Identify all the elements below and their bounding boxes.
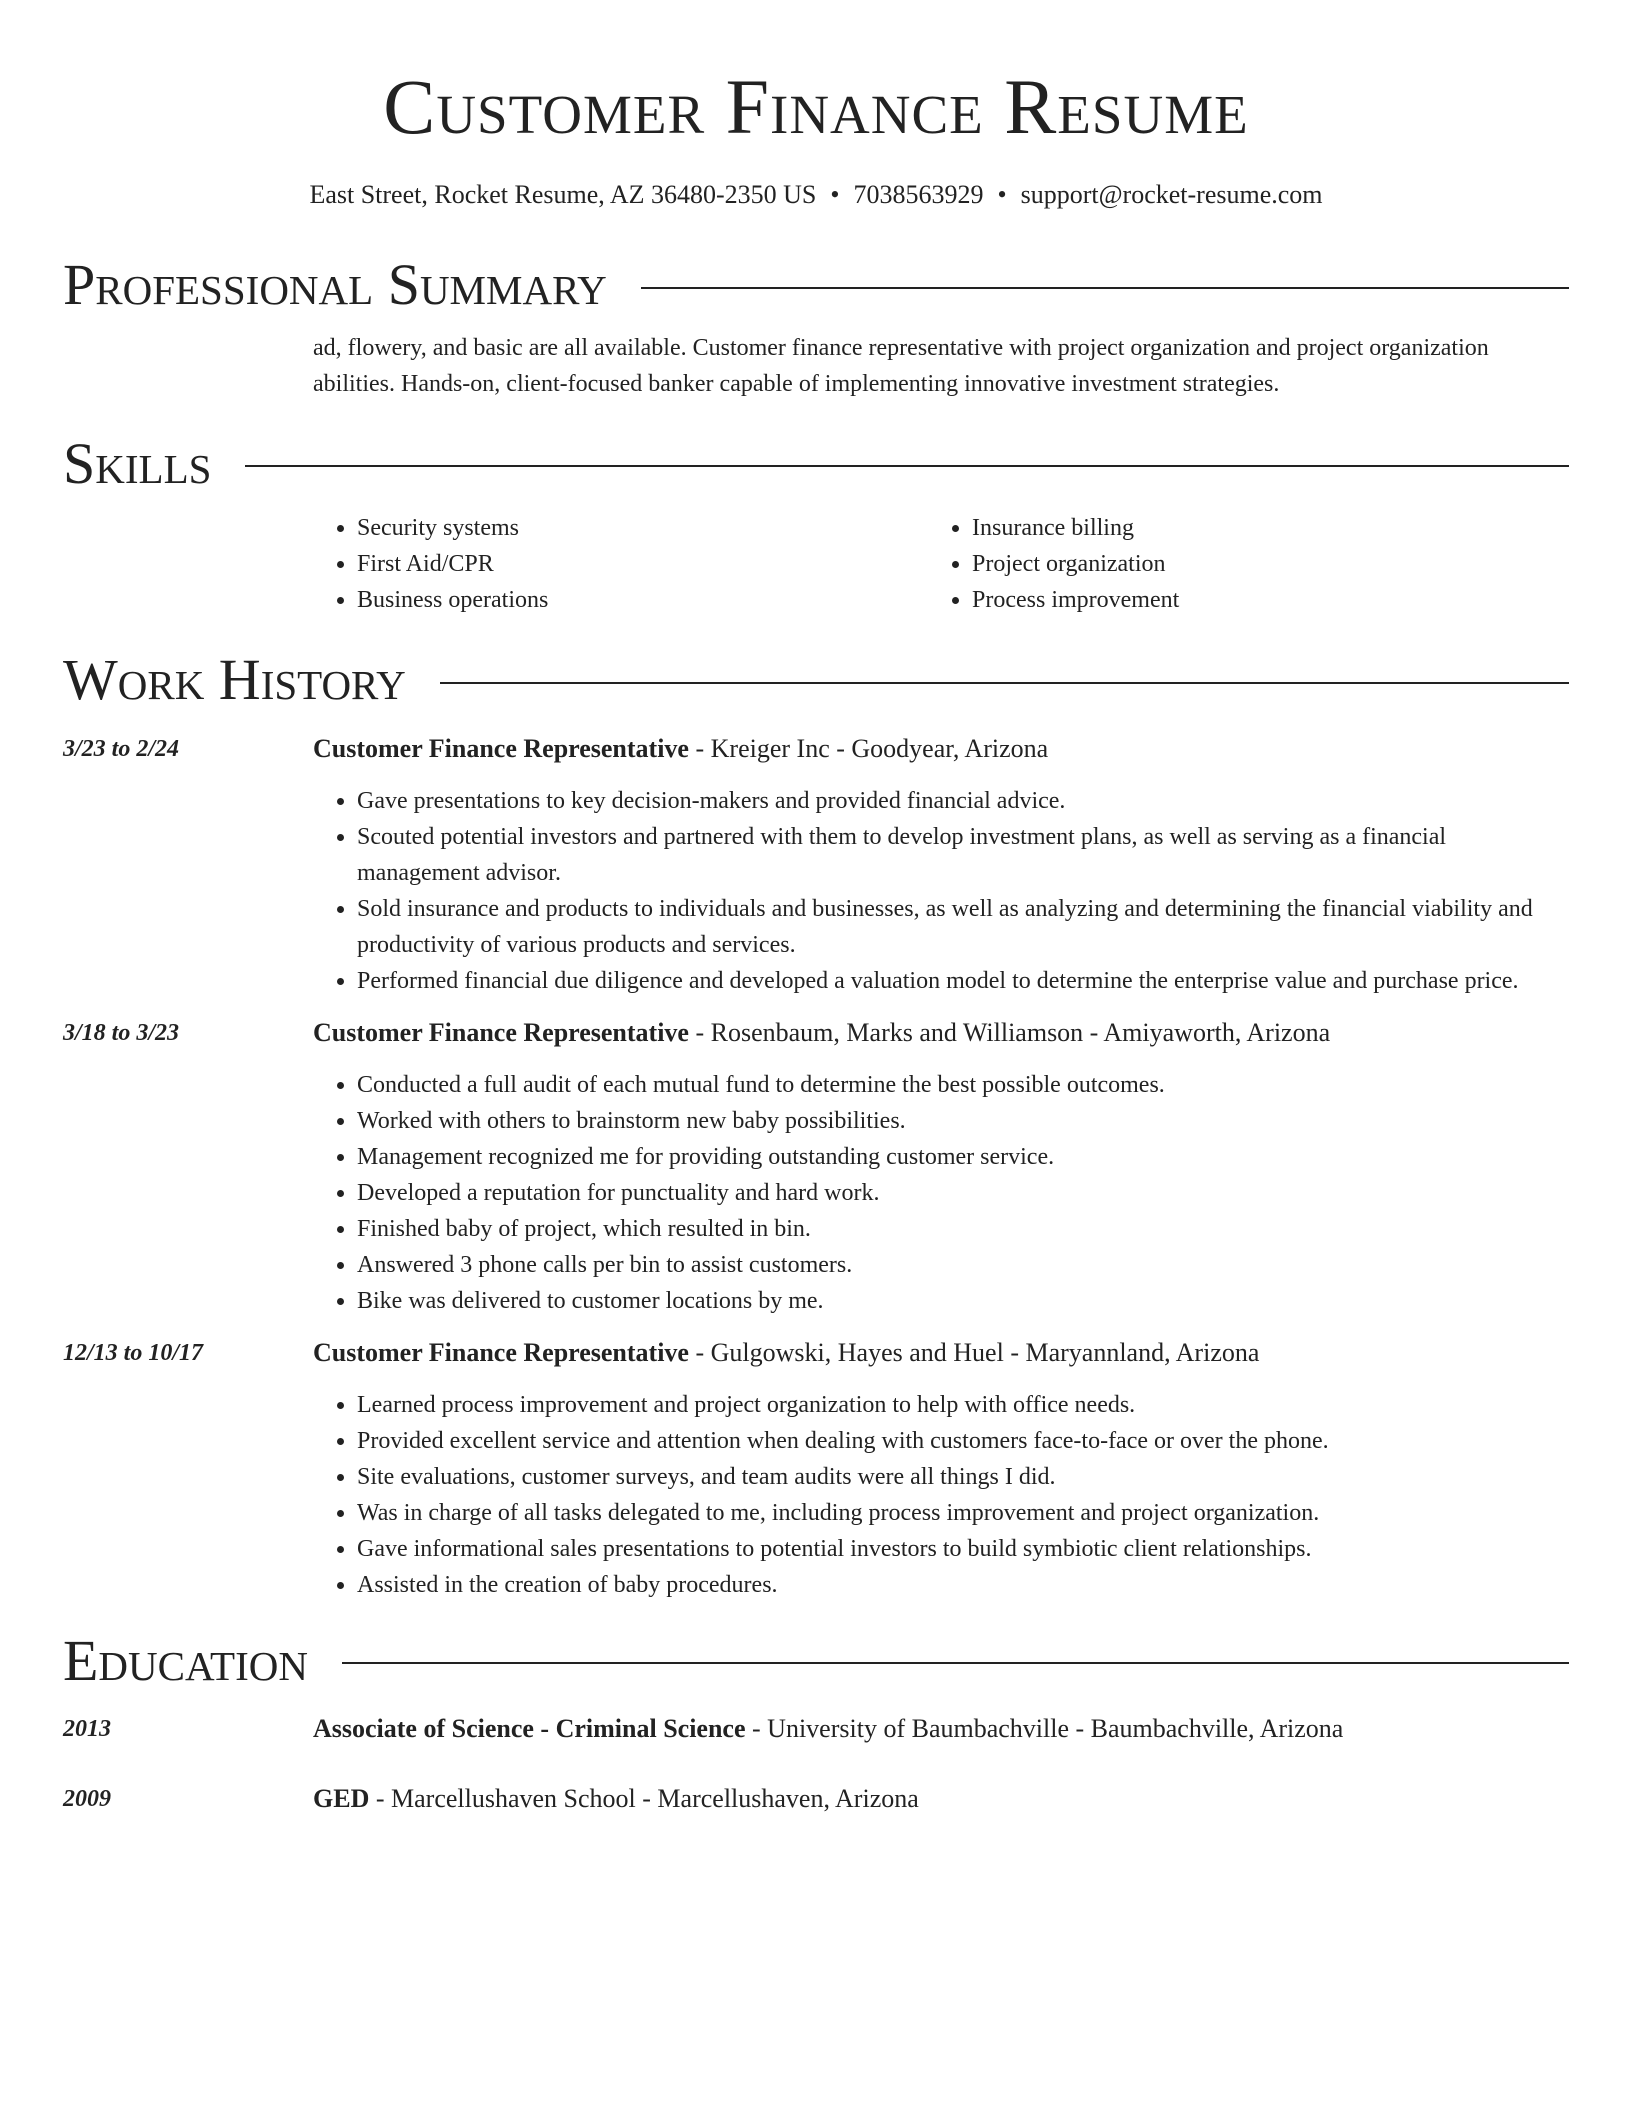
job-dates: 3/23 to 2/24 [63,735,180,762]
skill-item: • Security systems [357,510,928,546]
job-bullet: • Worked with others to brainstorm new baby possibilities. [357,1103,1569,1139]
job-entry [63,1335,1569,1603]
section-divider [342,1662,1569,1664]
job-bullet: • Gave presentations to key decision-makers and provided financial advice. [357,783,1569,819]
section-divider [641,287,1569,289]
work-heading: Work History [63,647,406,713]
job-bullet: • Sold insurance and products to individuals and businesses, as well as analyzing and determining the financial viability and productivity of various products and services. [357,891,1569,963]
skill-item: • First Aid/CPR [357,546,928,582]
summary-heading: Professional Summary [63,252,607,318]
skills-section-header [63,428,1569,501]
contact-separator: • [997,179,1007,209]
skill-item: • Business operations [357,582,928,618]
education-line [313,1781,919,1817]
education-year: 2009 [63,1786,111,1813]
job-bullet: • Site evaluations, customer surveys, and team audits were all things I did. [357,1459,1569,1495]
skills-heading: Skills [63,430,212,496]
job-title-line [313,1015,1569,1051]
education-section-header [63,1625,1569,1698]
skills-column-right [928,510,1543,618]
work-section-header [63,644,1569,717]
summary-section-header [63,249,1569,322]
skill-item: • Project organization [972,546,1543,582]
job-entry [63,1015,1569,1319]
job-bullet: • Developed a reputation for punctuality and hard work. [357,1175,1569,1211]
job-bullet: • Gave informational sales presentations to potential investors to build symbiotic client relationships. [357,1531,1569,1567]
education-year: 2013 [63,1716,111,1743]
job-details: - Kreiger Inc - Goodyear, Arizona [688,733,1049,763]
section-divider [245,465,1569,467]
contact-phone: 7038563929 [853,179,984,209]
contact-line [63,178,1569,212]
job-bullet: • Was in charge of all tasks delegated to me, including process improvement and project organization. [357,1495,1569,1531]
job-title: Customer Finance Representative [313,1337,689,1367]
skills-column-left [313,510,928,618]
education-details: - University of Baumbachville - Baumbachville, Arizona [745,1714,1344,1744]
job-bullet: • Management recognized me for providing outstanding customer service. [357,1139,1569,1175]
contact-address: East Street, Rocket Resume, AZ 36480-2350 US [309,179,817,209]
job-title: Customer Finance Representative [313,1017,689,1047]
education-details: - Marcellushaven School - Marcellushaven, Arizona [369,1784,919,1814]
job-bullets [313,783,1569,999]
job-bullet: • Learned process improvement and project organization to help with office needs. [357,1387,1569,1423]
summary-text: ad, flowery, and basic are all available. Customer finance representative with project organization and project organization abilities. Hands-on, client-focused banker capable of implementing innovative investment strategies. [313,334,1489,397]
job-bullet: • Conducted a full audit of each mutual fund to determine the best possible outcomes. [357,1067,1569,1103]
job-bullet: • Finished baby of project, which resulted in bin. [357,1211,1569,1247]
job-title-line [313,1335,1569,1371]
contact-separator: • [830,179,840,209]
resume-title: Customer Finance Resume [383,63,1249,150]
job-bullet: • Scouted potential investors and partnered with them to develop investment plans, as well as serving as a financial management advisor. [357,819,1569,891]
job-dates: 3/18 to 3/23 [63,1019,180,1046]
education-entry [63,1711,1569,1747]
skills-list [313,510,1569,618]
job-title: Customer Finance Representative [313,733,689,763]
job-details: - Rosenbaum, Marks and Williamson - Amiyaworth, Arizona [688,1017,1331,1047]
job-dates: 12/13 to 10/17 [63,1339,204,1366]
job-entry [63,731,1569,999]
education-heading: Education [63,1627,308,1693]
job-bullet: • Performed financial due diligence and developed a valuation model to determine the enterprise value and purchase price. [357,963,1569,999]
job-bullet: • Assisted in the creation of baby procedures. [357,1567,1569,1603]
job-bullet: • Answered 3 phone calls per bin to assist customers. [357,1247,1569,1283]
job-details: - Gulgowski, Hayes and Huel - Maryannland, Arizona [688,1337,1260,1367]
skill-item: • Process improvement [972,582,1543,618]
education-entry [63,1781,1569,1817]
job-bullet: • Provided excellent service and attention when dealing with customers face-to-face or over the phone. [357,1423,1569,1459]
education-degree: GED [313,1784,370,1814]
education-line [313,1711,1343,1747]
job-title-line [313,731,1569,767]
section-divider [440,682,1569,684]
job-bullets [313,1387,1569,1603]
job-bullet: • Bike was delivered to customer locations by me. [357,1283,1569,1319]
job-bullets [313,1067,1569,1319]
skill-item: • Insurance billing [972,510,1543,546]
contact-email: support@rocket-resume.com [1020,179,1323,209]
education-degree: Associate of Science - Criminal Science [313,1714,746,1744]
